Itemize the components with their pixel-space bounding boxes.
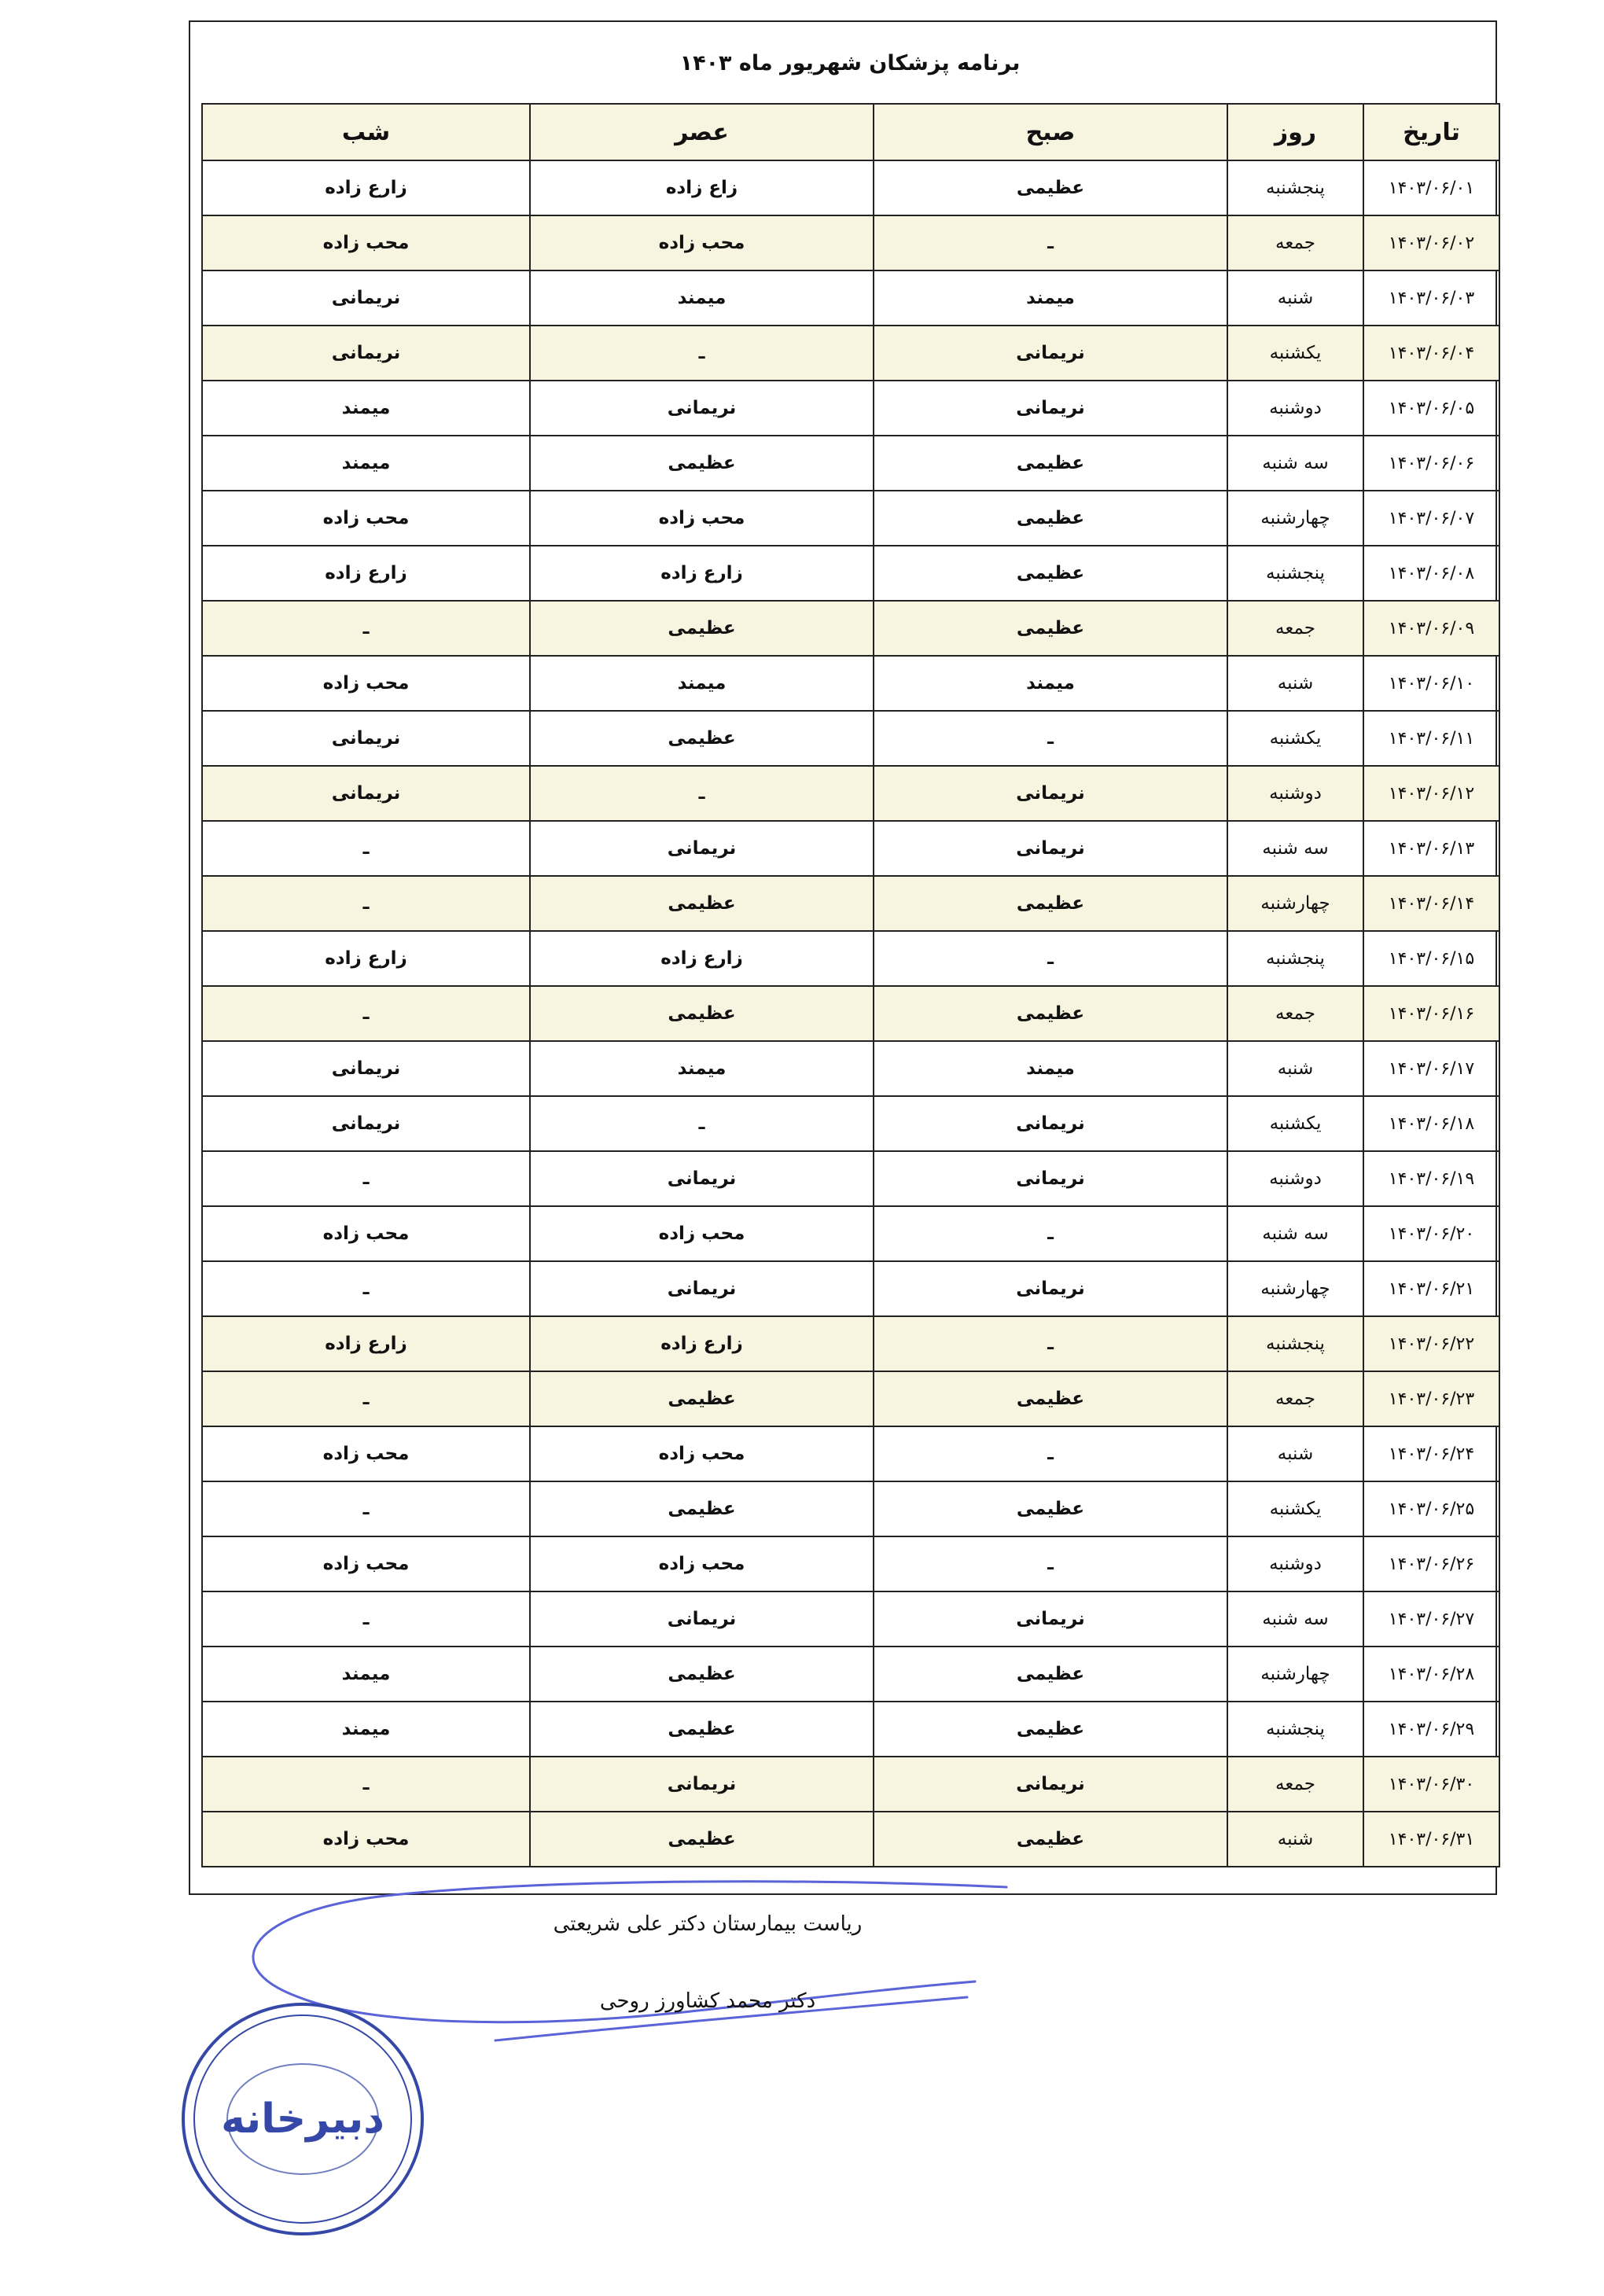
schedule-body	[202, 160, 1499, 1867]
cell-date: ۱۴۰۳/۰۶/۲۸	[1363, 1647, 1499, 1702]
cell-afternoon: محب زاده	[530, 1536, 874, 1591]
cell-afternoon: عظیمی	[530, 436, 874, 491]
cell-afternoon: نریمانی	[530, 1591, 874, 1647]
cell-date: ۱۴۰۳/۰۶/۰۳	[1363, 270, 1499, 326]
cell-date: ۱۴۰۳/۰۶/۲۳	[1363, 1371, 1499, 1426]
cell-day: جمعه	[1227, 215, 1363, 270]
cell-day: پنجشنبه	[1227, 546, 1363, 601]
cell-day: سه شنبه	[1227, 1206, 1363, 1261]
cell-afternoon: عظیمی	[530, 711, 874, 766]
schedule-table	[201, 103, 1500, 1867]
cell-afternoon: ـ	[530, 1096, 874, 1151]
cell-morning: عظیمی	[874, 601, 1227, 656]
table-row	[202, 1591, 1499, 1647]
cell-afternoon: عظیمی	[530, 1371, 874, 1426]
cell-day: سه شنبه	[1227, 1591, 1363, 1647]
cell-date: ۱۴۰۳/۰۶/۰۹	[1363, 601, 1499, 656]
cell-day: چهارشنبه	[1227, 1261, 1363, 1316]
cell-night: نریمانی	[202, 1041, 530, 1096]
cell-afternoon: نریمانی	[530, 1151, 874, 1206]
cell-morning: ـ	[874, 1426, 1227, 1481]
cell-day: پنجشنبه	[1227, 1316, 1363, 1371]
cell-afternoon: زارع زاده	[530, 546, 874, 601]
table-row	[202, 326, 1499, 381]
table-row	[202, 1757, 1499, 1812]
cell-night: ـ	[202, 821, 530, 876]
cell-night: ـ	[202, 1481, 530, 1536]
table-row	[202, 821, 1499, 876]
cell-date: ۱۴۰۳/۰۶/۲۶	[1363, 1536, 1499, 1591]
cell-day: پنجشنبه	[1227, 931, 1363, 986]
cell-night: میمند	[202, 436, 530, 491]
table-row	[202, 1261, 1499, 1316]
header-night: شب	[202, 104, 530, 160]
cell-day: جمعه	[1227, 1371, 1363, 1426]
cell-date: ۱۴۰۳/۰۶/۱۶	[1363, 986, 1499, 1041]
cell-morning: نریمانی	[874, 1757, 1227, 1812]
cell-morning: نریمانی	[874, 766, 1227, 821]
cell-date: ۱۴۰۳/۰۶/۱۴	[1363, 876, 1499, 931]
cell-date: ۱۴۰۳/۰۶/۱۰	[1363, 656, 1499, 711]
header-date: تاریخ	[1363, 104, 1499, 160]
cell-night: میمند	[202, 381, 530, 436]
cell-night: زارع زاده	[202, 160, 530, 215]
cell-night: میمند	[202, 1702, 530, 1757]
cell-morning: ـ	[874, 931, 1227, 986]
cell-day: چهارشنبه	[1227, 491, 1363, 546]
cell-night: زارع زاده	[202, 546, 530, 601]
cell-afternoon: نریمانی	[530, 1757, 874, 1812]
cell-afternoon: میمند	[530, 656, 874, 711]
header-day: روز	[1227, 104, 1363, 160]
cell-date: ۱۴۰۳/۰۶/۱۲	[1363, 766, 1499, 821]
cell-afternoon: ـ	[530, 766, 874, 821]
cell-afternoon: زارع زاده	[530, 931, 874, 986]
cell-day: شنبه	[1227, 270, 1363, 326]
table-row	[202, 160, 1499, 215]
cell-night: محب زاده	[202, 215, 530, 270]
cell-day: چهارشنبه	[1227, 1647, 1363, 1702]
cell-date: ۱۴۰۳/۰۶/۱۷	[1363, 1041, 1499, 1096]
cell-date: ۱۴۰۳/۰۶/۲۱	[1363, 1261, 1499, 1316]
cell-night: محب زاده	[202, 656, 530, 711]
cell-night: ـ	[202, 986, 530, 1041]
cell-night: ـ	[202, 1151, 530, 1206]
cell-morning: نریمانی	[874, 1261, 1227, 1316]
cell-day: جمعه	[1227, 1757, 1363, 1812]
cell-morning: عظیمی	[874, 1371, 1227, 1426]
cell-morning: عظیمی	[874, 491, 1227, 546]
cell-morning: نریمانی	[874, 381, 1227, 436]
cell-afternoon: عظیمی	[530, 876, 874, 931]
cell-date: ۱۴۰۳/۰۶/۲۵	[1363, 1481, 1499, 1536]
cell-night: ـ	[202, 1261, 530, 1316]
table-row	[202, 1481, 1499, 1536]
cell-night: محب زاده	[202, 1426, 530, 1481]
cell-night: محب زاده	[202, 1206, 530, 1261]
cell-date: ۱۴۰۳/۰۶/۰۱	[1363, 160, 1499, 215]
table-row	[202, 711, 1499, 766]
cell-afternoon: عظیمی	[530, 1702, 874, 1757]
signature-name: دکتر محمد کشاورز روحی	[599, 1989, 816, 2013]
cell-day: یکشنبه	[1227, 711, 1363, 766]
cell-morning: عظیمی	[874, 1647, 1227, 1702]
cell-morning: میمند	[874, 1041, 1227, 1096]
cell-afternoon: محب زاده	[530, 1206, 874, 1261]
cell-afternoon: ـ	[530, 326, 874, 381]
document-title: برنامه پزشکان شهریور ماه ۱۴۰۳	[679, 50, 1021, 75]
cell-morning: عظیمی	[874, 160, 1227, 215]
cell-day: شنبه	[1227, 1812, 1363, 1867]
cell-morning: عظیمی	[874, 876, 1227, 931]
cell-night: محب زاده	[202, 1536, 530, 1591]
table-row	[202, 931, 1499, 986]
cell-date: ۱۴۰۳/۰۶/۱۱	[1363, 711, 1499, 766]
cell-date: ۱۴۰۳/۰۶/۲۷	[1363, 1591, 1499, 1647]
cell-day: جمعه	[1227, 601, 1363, 656]
cell-date: ۱۴۰۳/۰۶/۱۳	[1363, 821, 1499, 876]
cell-date: ۱۴۰۳/۰۶/۲۴	[1363, 1426, 1499, 1481]
table-row	[202, 766, 1499, 821]
cell-day: یکشنبه	[1227, 326, 1363, 381]
cell-day: یکشنبه	[1227, 1481, 1363, 1536]
cell-afternoon: نریمانی	[530, 821, 874, 876]
cell-day: چهارشنبه	[1227, 876, 1363, 931]
cell-afternoon: عظیمی	[530, 986, 874, 1041]
table-row	[202, 876, 1499, 931]
table-row	[202, 656, 1499, 711]
header-morning: صبح	[874, 104, 1227, 160]
cell-date: ۱۴۰۳/۰۶/۱۵	[1363, 931, 1499, 986]
secretariat-stamp	[177, 1997, 429, 2241]
cell-morning: عظیمی	[874, 986, 1227, 1041]
stamp-center-text: دبیرخانه	[221, 2095, 384, 2143]
table-row	[202, 1647, 1499, 1702]
cell-afternoon: محب زاده	[530, 1426, 874, 1481]
table-row	[202, 381, 1499, 436]
cell-morning: ـ	[874, 215, 1227, 270]
cell-morning: نریمانی	[874, 326, 1227, 381]
table-row	[202, 986, 1499, 1041]
cell-date: ۱۴۰۳/۰۶/۰۴	[1363, 326, 1499, 381]
cell-morning: نریمانی	[874, 821, 1227, 876]
cell-night: نریمانی	[202, 270, 530, 326]
table-row	[202, 546, 1499, 601]
cell-night: ـ	[202, 876, 530, 931]
cell-afternoon: میمند	[530, 270, 874, 326]
cell-day: سه شنبه	[1227, 436, 1363, 491]
cell-night: نریمانی	[202, 766, 530, 821]
cell-date: ۱۴۰۳/۰۶/۲۲	[1363, 1316, 1499, 1371]
cell-afternoon: نریمانی	[530, 1261, 874, 1316]
cell-date: ۱۴۰۳/۰۶/۳۱	[1363, 1812, 1499, 1867]
cell-afternoon: عظیمی	[530, 1647, 874, 1702]
cell-morning: میمند	[874, 270, 1227, 326]
cell-morning: ـ	[874, 1316, 1227, 1371]
cell-date: ۱۴۰۳/۰۶/۰۷	[1363, 491, 1499, 546]
cell-morning: میمند	[874, 656, 1227, 711]
cell-date: ۱۴۰۳/۰۶/۲۹	[1363, 1702, 1499, 1757]
cell-morning: نریمانی	[874, 1151, 1227, 1206]
cell-night: زارع زاده	[202, 931, 530, 986]
cell-morning: عظیمی	[874, 436, 1227, 491]
cell-day: جمعه	[1227, 986, 1363, 1041]
cell-date: ۱۴۰۳/۰۶/۱۹	[1363, 1151, 1499, 1206]
cell-date: ۱۴۰۳/۰۶/۰۸	[1363, 546, 1499, 601]
table-row	[202, 1702, 1499, 1757]
cell-morning: ـ	[874, 1536, 1227, 1591]
cell-night: نریمانی	[202, 1096, 530, 1151]
cell-night: نریمانی	[202, 711, 530, 766]
cell-morning: ـ	[874, 1206, 1227, 1261]
cell-day: شنبه	[1227, 656, 1363, 711]
cell-day: پنجشنبه	[1227, 1702, 1363, 1757]
table-row	[202, 1371, 1499, 1426]
cell-date: ۱۴۰۳/۰۶/۳۰	[1363, 1757, 1499, 1812]
cell-date: ۱۴۰۳/۰۶/۰۵	[1363, 381, 1499, 436]
signature-title: ریاست بیمارستان دکتر علی شریعتی	[553, 1912, 863, 1936]
cell-night: ـ	[202, 1591, 530, 1647]
cell-morning: نریمانی	[874, 1591, 1227, 1647]
cell-day: دوشنبه	[1227, 381, 1363, 436]
cell-day: یکشنبه	[1227, 1096, 1363, 1151]
table-row	[202, 601, 1499, 656]
cell-day: پنجشنبه	[1227, 160, 1363, 215]
cell-day: دوشنبه	[1227, 766, 1363, 821]
cell-day: شنبه	[1227, 1041, 1363, 1096]
cell-night: ـ	[202, 1371, 530, 1426]
cell-date: ۱۴۰۳/۰۶/۰۶	[1363, 436, 1499, 491]
header-afternoon: عصر	[530, 104, 874, 160]
cell-date: ۱۴۰۳/۰۶/۰۲	[1363, 215, 1499, 270]
table-row	[202, 436, 1499, 491]
cell-afternoon: محب زاده	[530, 215, 874, 270]
cell-date: ۱۴۰۳/۰۶/۲۰	[1363, 1206, 1499, 1261]
cell-night: ـ	[202, 1757, 530, 1812]
table-row	[202, 491, 1499, 546]
table-row	[202, 1096, 1499, 1151]
cell-night: زارع زاده	[202, 1316, 530, 1371]
table-row	[202, 1536, 1499, 1591]
cell-morning: عظیمی	[874, 1702, 1227, 1757]
cell-night: محب زاده	[202, 491, 530, 546]
cell-afternoon: زاع زاده	[530, 160, 874, 215]
table-row	[202, 1041, 1499, 1096]
cell-morning: ـ	[874, 711, 1227, 766]
table-header-row	[202, 104, 1499, 160]
cell-afternoon: نریمانی	[530, 381, 874, 436]
cell-night: میمند	[202, 1647, 530, 1702]
cell-day: شنبه	[1227, 1426, 1363, 1481]
cell-day: دوشنبه	[1227, 1151, 1363, 1206]
cell-day: سه شنبه	[1227, 821, 1363, 876]
cell-afternoon: عظیمی	[530, 601, 874, 656]
cell-afternoon: محب زاده	[530, 491, 874, 546]
table-row	[202, 1426, 1499, 1481]
table-row	[202, 1316, 1499, 1371]
table-row	[202, 215, 1499, 270]
cell-night: ـ	[202, 601, 530, 656]
cell-morning: عظیمی	[874, 1812, 1227, 1867]
cell-date: ۱۴۰۳/۰۶/۱۸	[1363, 1096, 1499, 1151]
cell-morning: عظیمی	[874, 546, 1227, 601]
cell-morning: نریمانی	[874, 1096, 1227, 1151]
cell-night: محب زاده	[202, 1812, 530, 1867]
table-row	[202, 1812, 1499, 1867]
cell-afternoon: زارع زاده	[530, 1316, 874, 1371]
table-row	[202, 1151, 1499, 1206]
cell-morning: عظیمی	[874, 1481, 1227, 1536]
cell-afternoon: عظیمی	[530, 1812, 874, 1867]
cell-afternoon: عظیمی	[530, 1481, 874, 1536]
cell-afternoon: میمند	[530, 1041, 874, 1096]
table-row	[202, 1206, 1499, 1261]
table-row	[202, 270, 1499, 326]
cell-night: نریمانی	[202, 326, 530, 381]
cell-day: دوشنبه	[1227, 1536, 1363, 1591]
